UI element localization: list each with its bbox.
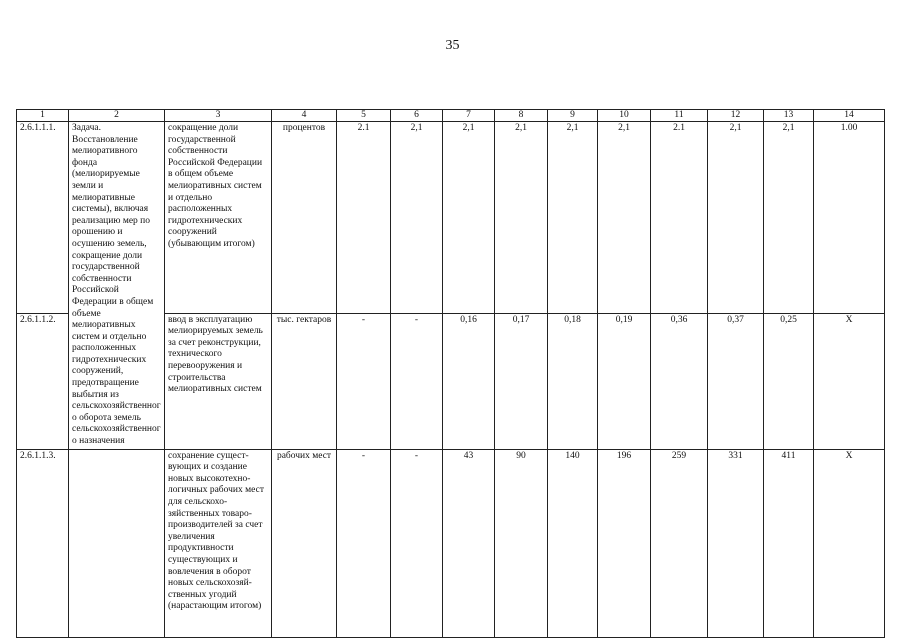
- task-description: Задача. Восстановление мелиоративного фонда (мелиорируемые земли и мелиоративные системы), включая реализацию мер по орошению и осушению земель, сокращение доли государственной собственности Российской Федерации в общем объеме мелиоративных систем и отдельно расположенных гидротехнических сооружений, предотвращение выбытия из сельскохозяйственного оборота земель сельскохозяйственного назначения: [69, 122, 165, 450]
- unit-cell: процентов: [272, 122, 337, 314]
- header-cell: 2: [69, 110, 165, 122]
- empty-cell: [69, 449, 165, 637]
- value-cell: -: [391, 449, 443, 637]
- value-cell: 0,17: [495, 313, 548, 449]
- value-cell: 0,25: [764, 313, 814, 449]
- indicator-name: сохранение сущест-вующих и создание новых высокотехно-логичных рабочих мест для сельскохо-зяйственных товаро-производителей за счет увеличения продуктивности существующих и вовлечения в оборот новых сельскохозяй-ственных угодий (нарастающим итогом): [165, 449, 272, 637]
- value-cell: 2.1: [337, 122, 391, 314]
- row-code: 2.6.1.1.3.: [17, 449, 69, 637]
- header-cell: 6: [391, 110, 443, 122]
- value-cell: -: [337, 313, 391, 449]
- unit-cell: тыс. гектаров: [272, 313, 337, 449]
- value-cell: 259: [651, 449, 708, 637]
- value-cell: 0,19: [598, 313, 651, 449]
- header-cell: 4: [272, 110, 337, 122]
- unit-cell: рабочих мест: [272, 449, 337, 637]
- value-cell: 2,1: [495, 122, 548, 314]
- header-cell: 9: [548, 110, 598, 122]
- value-cell: 2,1: [764, 122, 814, 314]
- value-cell: 0,37: [708, 313, 764, 449]
- value-cell: 2,1: [443, 122, 495, 314]
- header-cell: 12: [708, 110, 764, 122]
- value-cell: 2,1: [598, 122, 651, 314]
- header-cell: 1: [17, 110, 69, 122]
- value-cell: -: [391, 313, 443, 449]
- header-cell: 5: [337, 110, 391, 122]
- value-cell: 90: [495, 449, 548, 637]
- row-code: 2.6.1.1.2.: [17, 313, 69, 449]
- header-cell: 11: [651, 110, 708, 122]
- value-cell: 2,1: [708, 122, 764, 314]
- page-number: 35: [445, 38, 460, 53]
- table-row: [17, 449, 885, 637]
- value-cell: 331: [708, 449, 764, 637]
- header-cell: 13: [764, 110, 814, 122]
- row-code: 2.6.1.1.1.: [17, 122, 69, 314]
- value-cell: X: [814, 313, 885, 449]
- header-cell: 3: [165, 110, 272, 122]
- header-cell: 7: [443, 110, 495, 122]
- value-cell: 411: [764, 449, 814, 637]
- value-cell: 196: [598, 449, 651, 637]
- value-cell: 140: [548, 449, 598, 637]
- indicators-table: [16, 109, 885, 638]
- header-cell: 14: [814, 110, 885, 122]
- value-cell: 0,16: [443, 313, 495, 449]
- value-cell: 0,18: [548, 313, 598, 449]
- value-cell: 2,1: [548, 122, 598, 314]
- value-cell: 0,36: [651, 313, 708, 449]
- value-cell: 2,1: [391, 122, 443, 314]
- header-cell: 10: [598, 110, 651, 122]
- table-row: [17, 122, 885, 314]
- header-row: [17, 110, 885, 122]
- value-cell: -: [337, 449, 391, 637]
- indicator-name: сокращение доли государственной собственности Российской Федерации в общем объеме мелиоративных систем и отдельно расположенных гидротехнических сооружений (убывающим итогом): [165, 122, 272, 314]
- value-cell: 43: [443, 449, 495, 637]
- value-cell: X: [814, 449, 885, 637]
- header-cell: 8: [495, 110, 548, 122]
- indicator-name: ввод в эксплуатацию мелиорируемых земель за счет реконструкции, технического перевооружения и строительства мелиоративных систем: [165, 313, 272, 449]
- value-cell: 2.1: [651, 122, 708, 314]
- value-cell: 1.00: [814, 122, 885, 314]
